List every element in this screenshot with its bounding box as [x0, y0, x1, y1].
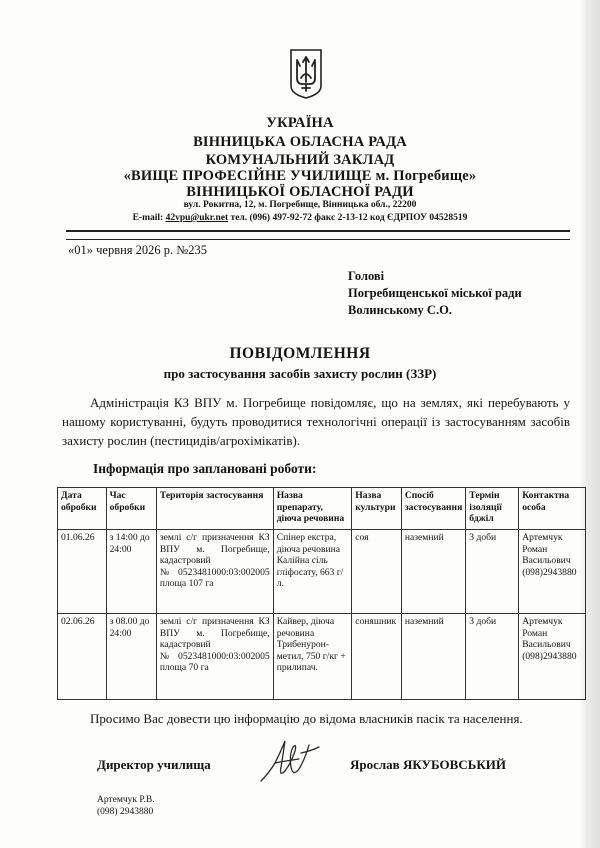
document-title: ПОВІДОМЛЕННЯ	[229, 345, 371, 362]
table-row	[58, 614, 586, 700]
signature-position: Директор училища	[97, 757, 211, 772]
cell-product: Кайвер, діюча речовина Трибенурон-метил, 750 г/кг + прилипач.	[273, 614, 352, 700]
document-date-number: «01» червня 2026 р. №235	[68, 243, 207, 257]
header-council: ВІННИЦЬКА ОБЛАСНА РАДА	[193, 134, 407, 150]
cell-territory: землі с/г призначення КЗ ВПУ м. Погребище, кадастровий №0523481000:03:002005 площа 70 га	[156, 614, 273, 700]
email-link[interactable]: 42vpu@ukr.net	[165, 213, 229, 223]
header-institution-council: ВІННИЦЬКОЇ ОБЛАСНОЇ РАДИ	[186, 184, 414, 200]
contacts-phone-fax-code: тел. (096) 497-92-72 факс 2-13-12 код ЄДРПОУ 04528519	[228, 213, 468, 223]
executor-block	[97, 794, 155, 818]
cell-crop: соя	[352, 530, 402, 614]
cell-bee-isolation: 3 доби	[466, 530, 519, 614]
header-date: Дата обробки	[58, 488, 107, 530]
tryzub-emblem-icon	[289, 48, 323, 100]
header-institution-type: КОМУНАЛЬНИЙ ЗАКЛАД	[205, 152, 395, 168]
executor-name: Артемчук Р.В.	[97, 795, 155, 805]
cell-territory: землі с/г призначення КЗ ВПУ м. Погребище, кадастровий №0523481000:03:002005 площа 107 га	[156, 530, 273, 614]
header-product: Назва препарату, діюча речовина	[273, 488, 352, 530]
recipient-line-3: Волинському С.О.	[348, 303, 452, 317]
header-time: Час обробки	[106, 488, 156, 530]
table-row	[58, 530, 586, 614]
cell-date: 01.06.26	[58, 530, 107, 614]
header-country: УКРАЇНА	[266, 115, 334, 131]
cell-crop: соняшник	[352, 614, 402, 700]
cell-time: з 08.00 до 24:00	[106, 614, 156, 700]
cell-contact: Артемчук Роман Васильович (098)2943880	[519, 614, 586, 700]
signatory-name: Ярослав ЯКУБОВСЬКИЙ	[350, 757, 506, 772]
document-subtitle: про застосування засобів захисту рослин (ЗЗР)	[163, 366, 437, 381]
header-method: Спосіб застосування	[401, 488, 465, 530]
recipient-block	[348, 268, 522, 319]
header-bee-isolation: Термін ізоляції бджіл	[466, 488, 519, 530]
table-title: Інформація про заплановані роботи:	[93, 461, 317, 476]
cell-product: Спінер екстра, діюча речовина Калійна сіль гліфосату, 663 г/л.	[273, 530, 352, 614]
cell-contact: Артемчук Роман Васильович (098)2943880	[519, 530, 586, 614]
cell-method: наземний	[401, 614, 465, 700]
handwritten-signature	[255, 733, 325, 788]
contacts-prefix: E-mail:	[132, 213, 166, 223]
table-header-row	[58, 488, 586, 530]
executor-phone: (098) 2943880	[97, 807, 154, 817]
cell-method: наземний	[401, 530, 465, 614]
cell-bee-isolation: 3 доби	[466, 614, 519, 700]
header-divider-thick	[66, 230, 570, 232]
header-crop: Назва культури	[352, 488, 402, 530]
header-address: вул. Рокитна, 12, м. Погребище, Вінницька обл., 22200	[183, 200, 417, 210]
planned-works-table	[57, 487, 586, 700]
header-institution-name: «ВИЩЕ ПРОФЕСІЙНЕ УЧИЛИЩЕ м. Погребище»	[123, 168, 477, 184]
cell-date: 02.06.26	[58, 614, 107, 700]
header-contacts	[0, 213, 600, 223]
recipient-line-1: Голові	[348, 269, 385, 283]
recipient-line-2: Погребищенської міської ради	[348, 286, 522, 300]
header-contact: Контактна особа	[519, 488, 586, 530]
header-territory: Територія застосування	[156, 488, 273, 530]
body-paragraph: Адміністрація КЗ ВПУ м. Погребище повідомляє, що на землях, які перебувають у нашому користуванні, будуть проводитися технологічні операції із застосуванням засобів захисту рослин (пестицидів/агрохімікатів).	[62, 395, 570, 448]
header-divider-thin	[66, 239, 570, 240]
closing-request: Просимо Вас довести цю інформацію до відома власників пасік та населення.	[90, 711, 523, 726]
cell-time: з 14:00 до 24:00	[106, 530, 156, 614]
